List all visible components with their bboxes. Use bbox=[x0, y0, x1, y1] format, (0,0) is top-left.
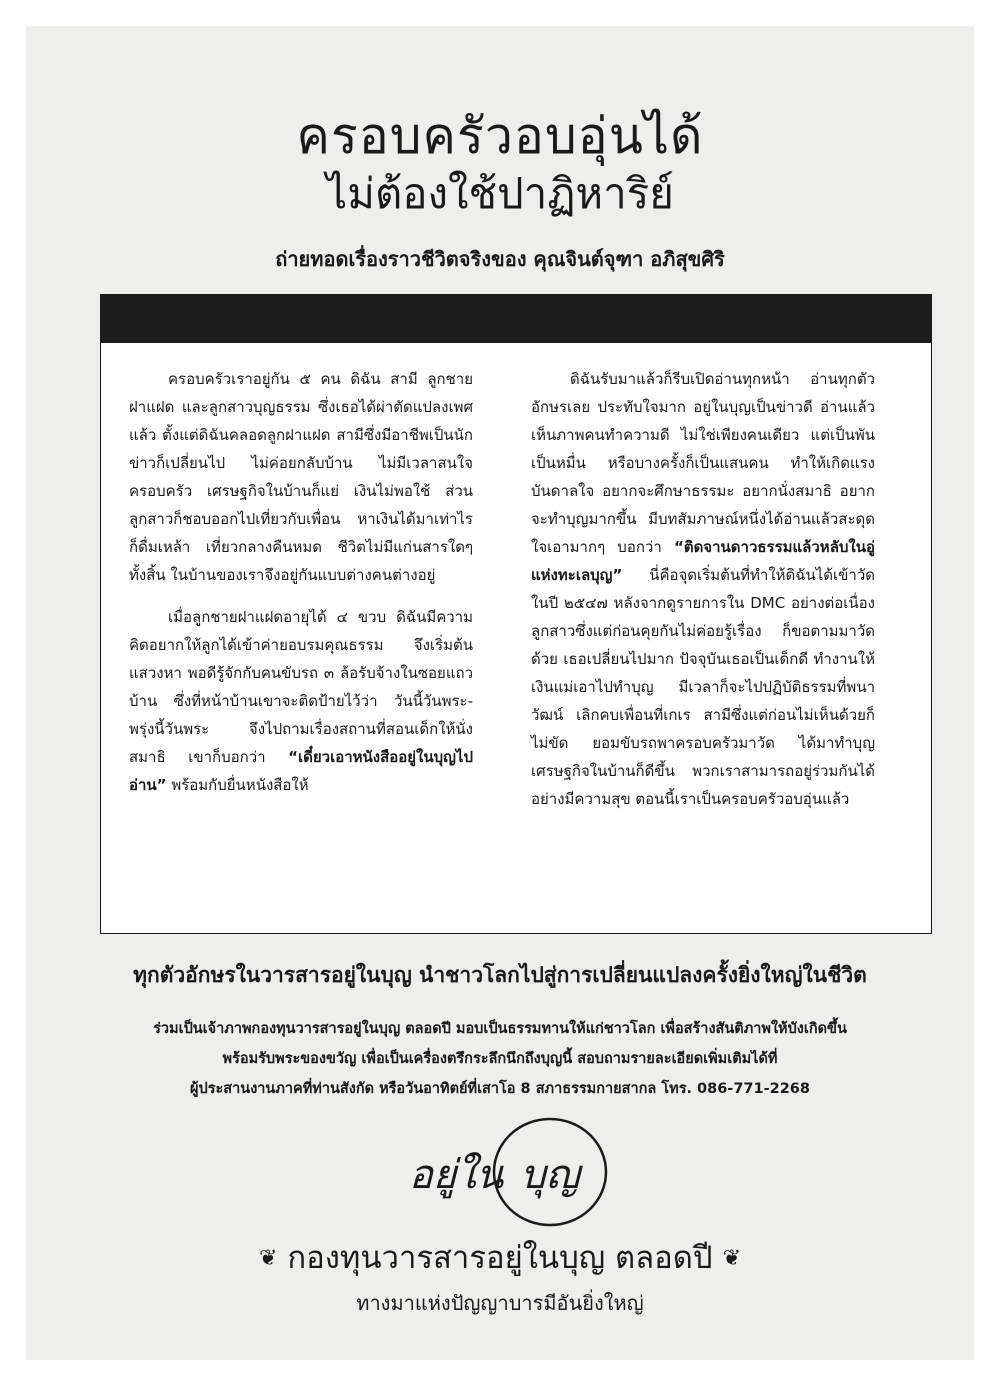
info-block bbox=[26, 1014, 974, 1104]
story-column-left bbox=[129, 365, 473, 813]
page-title: ครอบครัวอบอุ่นได้ bbox=[296, 107, 704, 165]
story-paragraph bbox=[531, 365, 875, 813]
logo bbox=[386, 1114, 616, 1230]
story-text: พร้อมกับยื่นหนังสือให้ bbox=[166, 776, 309, 794]
page-subtitle: ถ่ายทอดเรื่องราวชีวิตจริงของ คุณจินต์จุฑา อภิสุขศิริ bbox=[275, 247, 725, 271]
ornament-icon: ❦ bbox=[258, 1246, 278, 1271]
page bbox=[26, 26, 974, 1360]
logo-word1: อยู่ใน bbox=[408, 1152, 504, 1198]
info-line: ผู้ประสานงานภาคที่ท่านสังกัด หรือวันอาทิตย์ที่เสาโอ 8 สภาธรรมกายสากล โทร. 086-771-2268 bbox=[190, 1081, 810, 1097]
fund-name: กองทุนวารสารอยู่ในบุญ ตลอดปี bbox=[287, 1240, 713, 1276]
story-quote: “เดี๋ยวเอาหนังสืออยู่ในบุญไปอ่าน” bbox=[129, 748, 473, 794]
story-text: ดิฉันรับมาแล้วก็รีบเปิดอ่านทุกหน้า อ่านทุกตัวอักษรเลย ประทับใจมาก อยู่ในบุญเป็นข่าวดี อ่านแล้วเห็นภาพคนทำความดี ไม่ใช่เพียงคนเดียว แต่เป็นพัน เป็นหมื่น หรือบางครั้งก็เป็นแสนคน ทำให้เกิดแรงบันดาลใจ อยากจะศึกษาธรรมะ อยากนั่งสมาธิ อยากจะทำบุญมากขึ้น มีบทสัมภาษณ์หนึ่งได้อ่านแล้วสะดุดใจเอามากๆ บอกว่า bbox=[531, 370, 875, 556]
story-column-right bbox=[531, 365, 875, 827]
info-line: ร่วมเป็นเจ้าภาพกองทุนวารสารอยู่ในบุญ ตลอดปี มอบเป็นธรรมทานให้แก่ชาวโลก เพื่อสร้างสันติภาพให้บังเกิดขึ้น bbox=[153, 1021, 847, 1037]
story-text: เมื่อลูกชายฝาแฝดอายุได้ ๔ ขวบ ดิฉันมีความคิดอยากให้ลูกได้เข้าค่ายอบรมคุณธรรม จึงเริ่มต้นแสวงหา พอดีรู้จักกับคนขับรถ ๓ ล้อรับจ้างในซอยแถวบ้าน ซึ่งที่หน้าบ้านเขาจะติดป้ายไว้ว่า วันนี้วันพระ-พรุ่งนี้วันพระ จึงไปถามเรื่องสถานที่สอนเด็กให้นั่งสมาธิ เขาก็บอกว่า bbox=[129, 608, 473, 766]
story-box bbox=[100, 294, 932, 934]
fund-name-row bbox=[26, 1236, 974, 1284]
page-title-line2: ไม่ต้องใช้ปาฏิหาริย์ bbox=[326, 169, 674, 218]
story-text: นี่คือจุดเริ่มต้นที่ทำให้ดิฉันได้เข้าวัด ในปี ๒๕๔๗ หลังจากดูรายการใน DMC อย่างต่อเนื่อง ลูกสาวซึ่งแต่ก่อนคุยกันไม่ค่อยรู้เรื่อง ก็ขอตามมาวัดด้วย เธอเปลี่ยนไปมาก ปัจจุบันเธอเป็นเด็กดี ทำงานให้เงินแม่เอาไปทำบุญ มีเวลาก็จะไปปฏิบัติธรรมที่พนาวัฒน์ เลิกคบเพื่อนที่เกเร สามีซึ่งแต่ก่อนไม่เห็นด้วยก็ไม่ขัด ยอมขับรถพาครอบครัวมาวัด ได้มาทำบุญ เศรษฐกิจในบ้านก็ดีขึ้น พวกเราสามารถอยู่ร่วมกันได้อย่างมีความสุข ตอนนี้เราเป็นครอบครัวอบอุ่นแล้ว bbox=[531, 566, 875, 808]
story-quote: “ติดจานดาวธรรมแล้วหลับในอู่แห่งทะเลบุญ” bbox=[531, 538, 875, 584]
info-line: พร้อมรับพระของขวัญ เพื่อเป็นเครื่องตรึกระลึกนึกถึงบุญนี้ สอบถามรายละเอียดเพิ่มเติมได้ที่ bbox=[222, 1051, 778, 1067]
story-paragraph: ครอบครัวเราอยู่กัน ๕ คน ดิฉัน สามี ลูกชายฝาแฝด และลูกสาวบุญธรรม ซึ่งเธอได้ผ่าตัดแปลงเพศแล้ว ตั้งแต่ดิฉันคลอดลูกฝาแฝด สามีซึ่งมีอาชีพเป็นนักข่าวก็เปลี่ยนไป ไม่ค่อยกลับบ้าน ไม่มีเวลาสนใจครอบครัว เศรษฐกิจในบ้านก็แย่ เงินไม่พอใช้ ส่วนลูกสาวก็ชอบออกไปเที่ยวกับเพื่อน หาเงินได้มาเท่าไร ก็ดื่มเหล้า เที่ยวกลางคืนหมด ชีวิตไม่มีแก่นสารใดๆ ทั้งสิ้น ในบ้านของเราจึงอยู่กันแบบต่างคนต่างอยู่ bbox=[129, 370, 473, 584]
headline: ทุกตัวอักษรในวารสารอยู่ในบุญ นำชาวโลกไปสู่การเปลี่ยนแปลงครั้งยิ่งใหญ่ในชีวิต bbox=[133, 962, 867, 987]
ornament-icon: ❦ bbox=[722, 1246, 742, 1271]
tagline: ทางมาแห่งปัญญาบารมีอันยิ่งใหญ่ bbox=[356, 1291, 644, 1315]
logo-word2: บุญ bbox=[520, 1152, 580, 1198]
story-paragraph bbox=[129, 603, 473, 799]
header-bar bbox=[101, 295, 931, 343]
